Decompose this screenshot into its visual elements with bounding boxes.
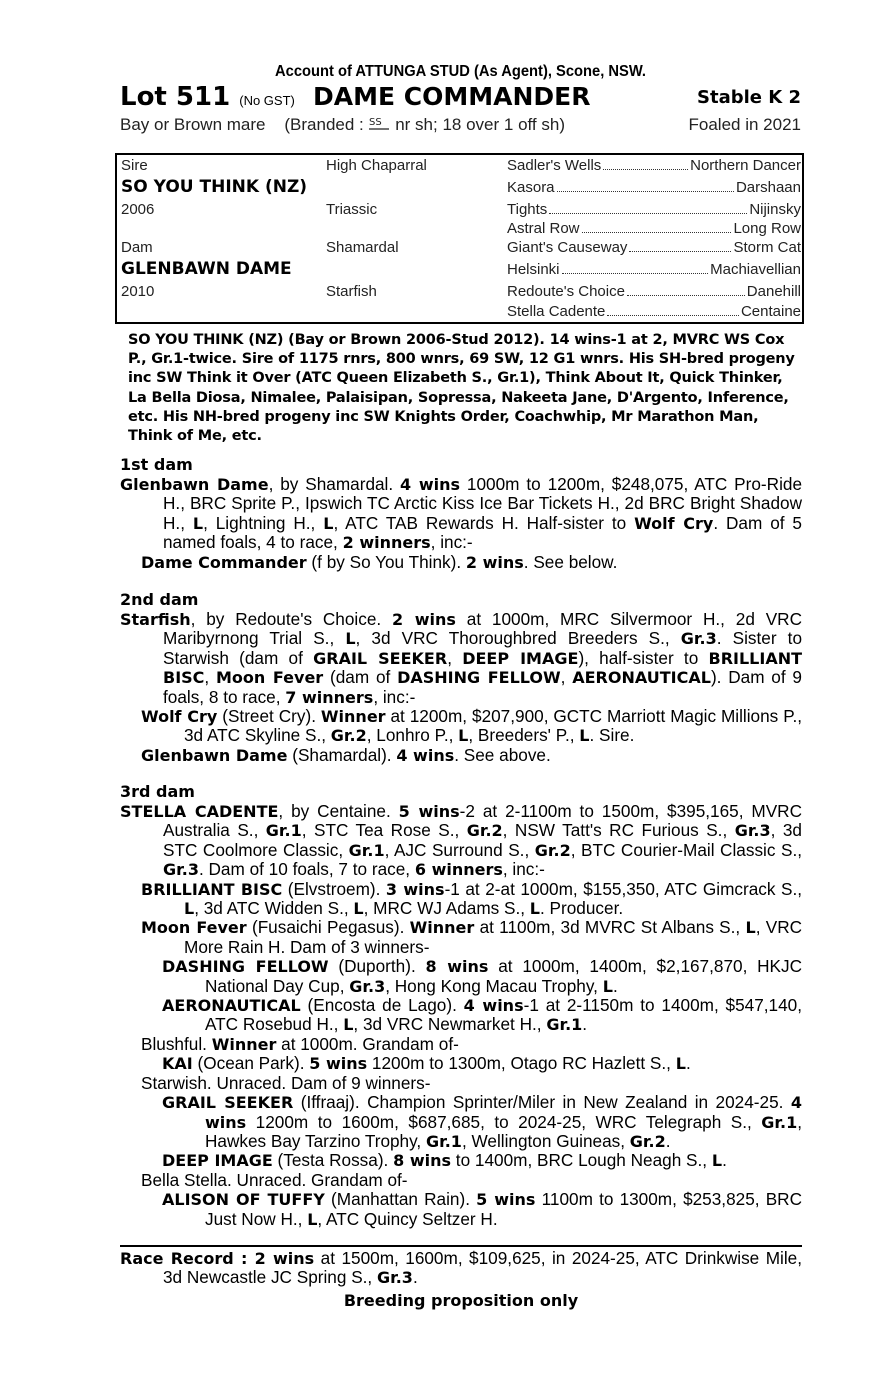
description-suffix: nr sh; 18 over 1 off sh) — [390, 115, 565, 134]
entry-text: , STC Tea Rose S., — [301, 820, 467, 841]
wins-count: 4 wins — [463, 996, 524, 1016]
progeny-entry — [120, 918, 802, 957]
grandprogeny-entry — [120, 1054, 802, 1073]
progeny-name: DASHING FELLOW — [162, 957, 329, 977]
group-marker: Gr.3 — [376, 1268, 413, 1288]
progeny-entry — [120, 746, 802, 765]
entry-text: . — [665, 1130, 671, 1151]
winners-count: 2 winners — [342, 533, 431, 553]
second-dam-heading: 2nd dam — [120, 590, 199, 609]
horse-name: GRAIL SEEKER — [313, 648, 448, 668]
entry-text: , — [204, 667, 216, 688]
third-gen-row — [507, 156, 801, 176]
entry-text: , Lonhro P., — [366, 725, 459, 746]
entry-text: 1000m to 1200m, $248,075, ATC Pro-Ride H., BRC Sprite P., Ipswich TC Arctic Kiss Ice Bar Tickets H., 2d BRC Bright Shadow H., — [163, 474, 802, 533]
third-gen-right: Centaine — [740, 303, 801, 320]
listed-marker: L — [529, 899, 540, 919]
entry-text: , by Shamardal. — [268, 474, 401, 494]
entry-text: at 1100m, 3d MVRC St Albans S., — [474, 917, 746, 938]
svg-text:SS: SS — [368, 117, 382, 128]
group-marker: Gr.3 — [349, 976, 386, 996]
dot-leader — [629, 238, 731, 252]
progeny-entry — [120, 1074, 802, 1093]
wins-count: 3 wins — [385, 879, 445, 899]
entry-text: . — [582, 1014, 588, 1035]
progeny-entry — [120, 1171, 802, 1190]
entry-text: , VRC More Rain H. Dam of 3 winners- — [184, 917, 803, 957]
progeny-name: Dame Commander — [141, 552, 307, 572]
entry-text: -1 at 2-1150m to 1400m, $547,140, ATC Rosebud H., — [205, 995, 803, 1035]
entry-text: at 1000m, 1400m, $2,167,870, HKJC National Day Cup, — [205, 956, 803, 996]
entry-text: at 1200m, $207,900, GCTC Marriott Magic Millions P., 3d ATC Skyline S., — [184, 706, 802, 746]
dam-sire: Shamardal — [326, 239, 399, 256]
group-marker: Gr.1 — [425, 1131, 462, 1151]
entry-text: (Encosta de Lago). — [300, 995, 464, 1016]
third-gen-right: Danehill — [746, 283, 801, 300]
dot-leader — [603, 156, 688, 170]
entry-text: Blushful. — [141, 1033, 212, 1054]
listed-marker: L — [675, 1054, 686, 1074]
sibling-name: Wolf Cry — [634, 513, 714, 533]
entry-text: . See below. — [523, 551, 618, 572]
race-record-label: Race Record : 2 wins — [120, 1249, 315, 1268]
entry-text: , 3d VRC Thoroughbred Breeders S., — [355, 628, 681, 649]
dot-leader — [549, 200, 747, 214]
entry-text: at 1000m. Grandam of- — [276, 1033, 459, 1054]
entry-text: , Hong Kong Macau Trophy, — [385, 975, 603, 996]
third-gen-left: Redoute's Choice — [507, 283, 625, 300]
entry-text: (Testa Rossa). — [272, 1150, 394, 1171]
entry-text: , 3d ATC Widden S., — [194, 898, 354, 919]
third-gen-left: Stella Cadente — [507, 303, 606, 320]
progeny-entry — [120, 707, 802, 746]
entry-text: , BTC Courier-Mail Classic S., — [570, 839, 802, 860]
dot-leader — [607, 302, 739, 316]
horse-name: DEEP IMAGE — [462, 648, 579, 668]
race-record-entry — [120, 1249, 802, 1288]
dam-name: Glenbawn Dame — [120, 475, 269, 494]
progeny-entry — [120, 1035, 802, 1054]
wins-count: 5 wins — [476, 1190, 536, 1210]
listed-marker: L — [184, 899, 195, 919]
listed-marker: L — [602, 976, 613, 996]
progeny-entry — [120, 880, 802, 919]
listed-marker: L — [343, 1015, 354, 1035]
sire-name: SO YOU THINK (NZ) — [121, 177, 308, 197]
description-prefix: Bay or Brown mare (Branded : — [120, 115, 369, 134]
entry-text: , by Redoute's Choice. — [190, 609, 392, 629]
breeding-proposition: Breeding proposition only — [343, 1290, 579, 1310]
group-marker: Gr.2 — [330, 726, 367, 746]
entry-text: . — [685, 1053, 691, 1074]
entry-text: . Sister to Starwish (dam of — [163, 628, 803, 668]
entry-text: (Duporth). — [328, 956, 426, 977]
entry-text: , — [560, 667, 573, 688]
entry-text: , AJC Surround S., — [384, 839, 535, 860]
third-gen-right: Darshaan — [735, 179, 801, 196]
entry-text: (Manhattan Rain). — [324, 1189, 477, 1210]
third-dam-entry — [120, 802, 802, 880]
pedigree-row — [121, 177, 307, 197]
wins-count: 4 wins — [396, 745, 455, 765]
first-dam-entry — [120, 475, 802, 553]
horse-name: BRILLIANT BISC — [163, 648, 802, 688]
grandprogeny-entry — [120, 1190, 802, 1229]
entry-text: (dam of — [323, 667, 398, 688]
first-dam-section — [120, 455, 802, 572]
progeny-name: DEEP IMAGE — [162, 1151, 273, 1171]
listed-marker: L — [345, 629, 356, 649]
third-gen-row — [507, 219, 801, 239]
lot-number-text: Lot 511 — [120, 82, 231, 112]
dot-leader — [557, 178, 734, 192]
entry-text: (Shamardal). — [287, 744, 397, 765]
winners-count: 7 winners — [285, 687, 374, 707]
wins-count: 4 wins — [400, 475, 461, 494]
winners-count: 6 winners — [414, 860, 503, 880]
first-dam-heading: 1st dam — [120, 455, 193, 474]
entry-text: 1200m to 1300m, Otago RC Hazlett S., — [367, 1053, 676, 1074]
progeny-name: BRILLIANT BISC — [141, 879, 283, 899]
dam-year: 2010 — [121, 283, 155, 300]
entry-text: at 1500m, 1600m, $109,625, in 2024-25, ATC Drinkwise Mile, 3d Newcastle JC Spring S., — [163, 1248, 802, 1288]
sire-sire: High Chaparral — [326, 157, 427, 174]
entry-text: . Dam of 10 foals, 7 to race, — [198, 859, 415, 880]
entry-text: , NSW Tatt's RC Furious S., — [502, 820, 735, 841]
listed-marker: L — [579, 726, 590, 746]
listed-marker: L — [458, 726, 469, 746]
entry-text: , inc:- — [373, 686, 416, 707]
stable-location: Stable K 2 — [697, 87, 801, 108]
description-text — [120, 112, 565, 138]
third-gen-left: Giant's Causeway — [507, 239, 628, 256]
sire-year: 2006 — [121, 201, 155, 218]
progeny-name: AERONAUTICAL — [162, 996, 301, 1016]
entry-text: -1 at 2-at 1000m, $155,350, ATC Gimcrack S., — [444, 878, 802, 899]
third-gen-right: Northern Dancer — [690, 157, 801, 174]
entry-text: Starwish. Unraced. Dam of 9 winners- — [141, 1072, 431, 1093]
entry-text: , ATC TAB Rewards H. Half-sister to — [333, 512, 635, 533]
gst-note: (No GST) — [239, 93, 295, 108]
progeny-name: KAI — [162, 1054, 193, 1074]
third-gen-row — [507, 260, 801, 280]
sire-label: Sire — [121, 157, 148, 174]
wins-count: 4 wins — [205, 1093, 802, 1132]
grandprogeny-entry — [120, 1093, 802, 1151]
entry-text: , 3d STC Coolmore Classic, — [163, 820, 802, 860]
lot-line — [120, 82, 801, 112]
lot-header — [120, 62, 801, 138]
entry-text: (Ocean Park). — [192, 1053, 310, 1074]
wins-count: 5 wins — [398, 802, 460, 821]
dam-name: Starfish — [120, 610, 191, 629]
grandprogeny-entry — [120, 957, 802, 996]
third-gen-right: Machiavellian — [710, 261, 801, 278]
entry-text: . Dam of 5 named foals, 4 to race, — [163, 512, 802, 553]
entry-text: , Wellington Guineas, — [461, 1130, 630, 1151]
entry-text: (Fusaichi Pegasus). — [246, 917, 410, 938]
third-gen-left: Sadler's Wells — [507, 157, 602, 174]
entry-text: . — [722, 1150, 727, 1171]
dot-leader — [582, 219, 732, 233]
dot-leader — [562, 260, 709, 274]
entry-text: , MRC WJ Adams S., — [363, 898, 530, 919]
listed-marker: L — [745, 918, 756, 938]
third-gen-left: Kasora — [507, 179, 555, 196]
group-marker: Gr.2 — [534, 840, 571, 860]
wins-count: 5 wins — [309, 1054, 368, 1074]
group-marker: Gr.1 — [265, 821, 302, 841]
entry-text: (Street Cry). — [217, 706, 321, 727]
group-marker: Gr.3 — [680, 629, 717, 649]
entry-text: . Sire. — [589, 725, 635, 746]
foaled-year: Foaled in 2021 — [688, 115, 801, 134]
third-gen-row — [507, 178, 801, 198]
third-gen-row — [507, 282, 801, 302]
entry-text: 1100m to 1300m, $253,825, BRC Just Now H., — [205, 1189, 802, 1229]
wins-count: 2 wins — [465, 552, 524, 572]
third-dam-section — [120, 782, 802, 1229]
lot-number — [120, 82, 295, 116]
grandprogeny-entry — [120, 1151, 802, 1170]
progeny-name: Wolf Cry — [141, 707, 218, 727]
third-gen-row — [507, 302, 801, 322]
wins-count: 8 wins — [393, 1151, 452, 1171]
dot-leader — [627, 282, 745, 296]
vendor-account: Account of ATTUNGA STUD (As Agent), Scone, NSW. — [275, 63, 646, 80]
group-marker: Gr.2 — [466, 821, 503, 841]
grandprogeny-entry — [120, 996, 802, 1035]
horse-name: Moon Fever — [216, 668, 324, 688]
entry-text: . Producer. — [540, 898, 624, 919]
entry-text: to 1400m, BRC Lough Neagh S., — [451, 1150, 712, 1171]
entry-text: , ATC Quincy Seltzer H. — [317, 1208, 498, 1229]
group-marker: Gr.1 — [348, 840, 385, 860]
pedigree-table — [115, 153, 804, 324]
listed-marker: L — [307, 1209, 318, 1229]
entry-text: , inc:- — [502, 859, 545, 880]
race-record — [120, 1245, 802, 1310]
third-gen-row — [507, 200, 801, 220]
progeny-entry — [120, 553, 802, 572]
sire-summary: SO YOU THINK (NZ) (Bay or Brown 2006-Stud 2012). 14 wins-1 at 2, MVRC WS Cox P., Gr.1-twice. Sire of 1175 rnrs, 800 wnrs, 69 SW, 12 G1 wnrs. His SH-bred progeny inc SW Think it Over (ATC Queen Elizabeth S., Gr.1), Think About It, Quick Thinker, La Bella Diosa, Nimalee, Palaisipan, Sopressa, Nakeeta Jane, D'Argento, Inference, etc. His NH-bred progeny inc SW Knights Order, Coachwhip, Mr Marathon Man, Think of Me, etc. — [128, 332, 795, 445]
horse-name: DASHING FELLOW — [397, 668, 561, 688]
entry-text: , — [447, 647, 463, 668]
entry-text: , Breeders' P., — [468, 725, 580, 746]
listed-marker: L — [192, 513, 204, 533]
brand-mark-icon — [369, 116, 391, 132]
wins-count: 8 wins — [425, 957, 489, 977]
progeny-name: Glenbawn Dame — [141, 745, 288, 765]
group-marker: Gr.3 — [163, 860, 199, 880]
third-gen-left: Tights — [507, 201, 548, 218]
third-gen-right: Long Row — [733, 220, 801, 237]
entry-text: . — [412, 1267, 418, 1288]
listed-marker: L — [323, 513, 334, 533]
wins-count: Winner — [211, 1034, 277, 1054]
progeny-name: ALISON OF TUFFY — [162, 1190, 325, 1210]
progeny-name: Moon Fever — [141, 918, 247, 938]
entry-text: ). Dam of 9 foals, 8 to race, — [163, 667, 802, 707]
group-marker: Gr.1 — [546, 1015, 583, 1035]
entry-text: . — [612, 975, 618, 996]
entry-text: Bella Stella. Unraced. Grandam of- — [141, 1169, 408, 1190]
listed-marker: L — [711, 1151, 723, 1171]
dam-label: Dam — [121, 239, 153, 256]
entry-text: at 1000m, MRC Silvermoor H., 2d VRC Maribyrnong Trial S., — [163, 609, 802, 649]
third-gen-left: Helsinki — [507, 261, 560, 278]
sire-dam: Triassic — [326, 201, 378, 218]
horse-name: DAME COMMANDER — [313, 82, 591, 111]
progeny-name: GRAIL SEEKER — [162, 1093, 294, 1113]
entry-text: , 3d VRC Newmarket H., — [353, 1014, 547, 1035]
entry-text: ), half-sister to — [578, 647, 709, 668]
horse-description — [120, 112, 801, 138]
horse-name: AERONAUTICAL — [572, 668, 711, 688]
second-dam-section — [120, 590, 802, 765]
wins-count: 2 wins — [392, 610, 456, 629]
wins-count: Winner — [409, 918, 475, 938]
dam-name: STELLA CADENTE — [120, 802, 279, 821]
dam-name: GLENBAWN DAME — [121, 259, 292, 279]
entry-text: 1200m to 1600m, $687,685, to 2024-25, WRC Telegraph S., — [246, 1111, 762, 1132]
entry-text: . See above. — [454, 744, 551, 765]
entry-text: , Hawkes Bay Tarzino Trophy, — [205, 1111, 802, 1151]
third-gen-right: Storm Cat — [733, 239, 801, 256]
third-gen-left: Astral Row — [507, 220, 580, 237]
third-dam-heading: 3rd dam — [120, 782, 195, 801]
entry-text: , inc:- — [430, 532, 473, 553]
group-marker: Gr.2 — [629, 1131, 666, 1151]
entry-text: , Lightning H., — [203, 512, 324, 533]
entry-text: -2 at 2-1100m to 1500m, $395,165, MVRC Australia S., — [163, 801, 802, 841]
pedigree-row — [121, 259, 292, 279]
second-dam-entry — [120, 610, 802, 707]
entry-text: (Iffraaj). Champion Sprinter/Miler in New Zealand in 2024-25. — [293, 1092, 791, 1113]
dam-dam: Starfish — [326, 283, 377, 300]
listed-marker: L — [353, 899, 364, 919]
entry-text: , by Centaine. — [278, 801, 399, 821]
third-gen-row — [507, 238, 801, 258]
group-marker: Gr.3 — [734, 821, 771, 841]
third-gen-right: Nijinsky — [749, 201, 801, 218]
entry-text: (f by So You Think). — [306, 551, 466, 572]
entry-text: (Elvstroem). — [282, 878, 386, 899]
wins-count: Winner — [320, 707, 386, 727]
group-marker: Gr.1 — [761, 1112, 798, 1132]
